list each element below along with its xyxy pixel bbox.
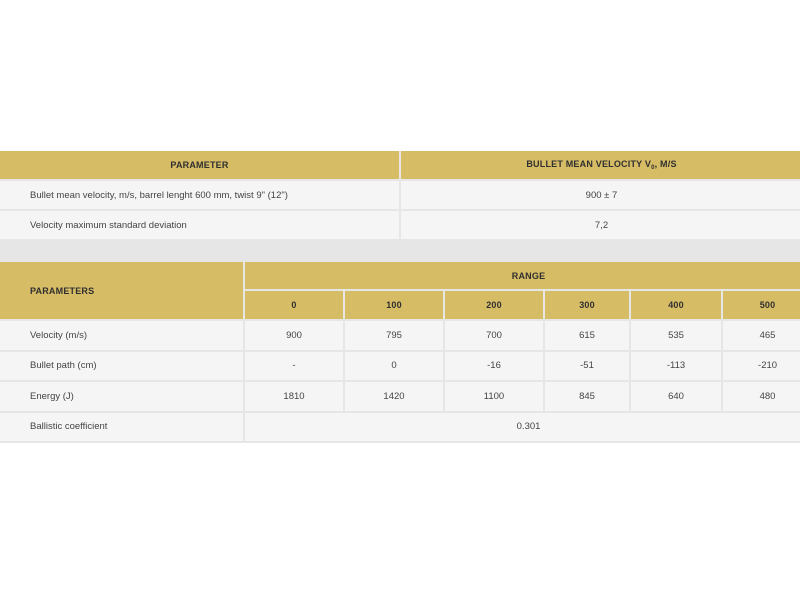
velocity-header-text: BULLET MEAN VELOCITY V [526, 159, 652, 169]
row-label: Ballistic coefficient [0, 413, 243, 442]
table-row [0, 181, 800, 209]
table-cell: 1810 [245, 382, 343, 411]
range-table-header-row [0, 262, 800, 289]
table-row [0, 321, 800, 350]
ballistics-tables [0, 151, 800, 443]
row-label: Bullet mean velocity, m/s, barrel lenght 600 mm, twist 9" (12") [0, 181, 399, 209]
table-cell: 535 [631, 321, 721, 350]
table-cell: 615 [545, 321, 629, 350]
row-label: Energy (J) [0, 382, 243, 411]
table-cell: 900 [245, 321, 343, 350]
table-cell: -210 [723, 352, 800, 381]
velocity-header-unit: , M/S [654, 159, 677, 169]
table-cell: -16 [445, 352, 543, 381]
range-col-300: 300 [545, 291, 629, 319]
table-row [0, 211, 800, 239]
parameter-header: PARAMETER [0, 151, 399, 179]
table-row [0, 382, 800, 411]
table-cell: -51 [545, 352, 629, 381]
ballistic-coefficient-value: 0.301 [245, 413, 800, 442]
row-label: Velocity (m/s) [0, 321, 243, 350]
range-col-400: 400 [631, 291, 721, 319]
range-header: RANGE [245, 262, 800, 289]
table-cell: 1100 [445, 382, 543, 411]
parameters-header: PARAMETERS [0, 262, 243, 319]
table-cell: 700 [445, 321, 543, 350]
table-cell: 640 [631, 382, 721, 411]
table-separator [0, 241, 800, 260]
table-row [0, 413, 800, 442]
table-cell: - [245, 352, 343, 381]
range-col-100: 100 [345, 291, 443, 319]
velocity-table-header-row [0, 151, 800, 179]
table-cell: 795 [345, 321, 443, 350]
table-cell: 465 [723, 321, 800, 350]
table-cell: 845 [545, 382, 629, 411]
table-cell: -113 [631, 352, 721, 381]
range-col-500: 500 [723, 291, 800, 319]
table-cell: 480 [723, 382, 800, 411]
row-label: Velocity maximum standard deviation [0, 211, 399, 239]
table-row [0, 352, 800, 381]
velocity-table [0, 149, 800, 241]
table-cell: 0 [345, 352, 443, 381]
table-cell: 1420 [345, 382, 443, 411]
range-col-0: 0 [245, 291, 343, 319]
range-col-200: 200 [445, 291, 543, 319]
bullet-mean-velocity-header [401, 151, 800, 179]
row-value: 7,2 [401, 211, 800, 239]
velocity-header-subscript: 0 [651, 165, 655, 171]
range-table [0, 260, 800, 443]
row-value: 900 ± 7 [401, 181, 800, 209]
row-label: Bullet path (cm) [0, 352, 243, 381]
